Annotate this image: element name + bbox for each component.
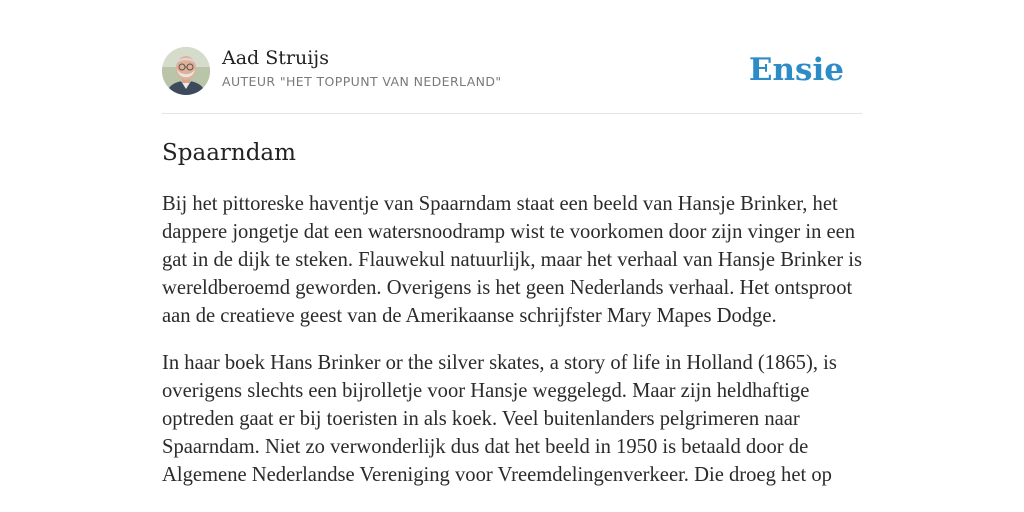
author-header — [162, 46, 862, 96]
article-title: Spaarndam — [162, 140, 296, 166]
author-name[interactable]: Aad Struijs — [222, 47, 329, 69]
author-subtitle: AUTEUR "HET TOPPUNT VAN NEDERLAND" — [222, 74, 502, 89]
article-paragraph-1: Bij het pittoreske haventje van Spaarndam staat een beeld van Hansje Brinker, het dappere jongetje dat een watersnoodramp wist te voorkomen door zijn vinger in een gat in de dijk te steken. Flauwekul natuurlijk, maar het verhaal van Hansje Brinker is wereldberoemd geworden. Overigens is het geen Nederlands verhaal. Het ontsproot aan de creatieve geest van de Amerikaanse schrijfster Mary Mapes Dodge. — [162, 193, 862, 327]
article-paragraph-2: In haar boek Hans Brinker or the silver skates, a story of life in Holland (1865), is overigens slechts een bijrolletje voor Hansje weggelegd. Maar zijn heldhaftige optreden gaat er bij toeristen in als koek. Veel buitenlanders pelgrimeren naar Spaarndam. Niet zo verwonderlijk dus dat het beeld in 1950 is betaald door de Algemene Nederlandse Vereniging voor Vreemdelingenverkeer. Die droeg het op — [162, 352, 837, 486]
avatar-portrait-image — [162, 47, 210, 95]
header-divider — [162, 113, 862, 114]
article-body — [162, 190, 864, 508]
author-avatar[interactable] — [162, 47, 210, 95]
ensie-logo[interactable]: Ensie — [748, 52, 844, 88]
